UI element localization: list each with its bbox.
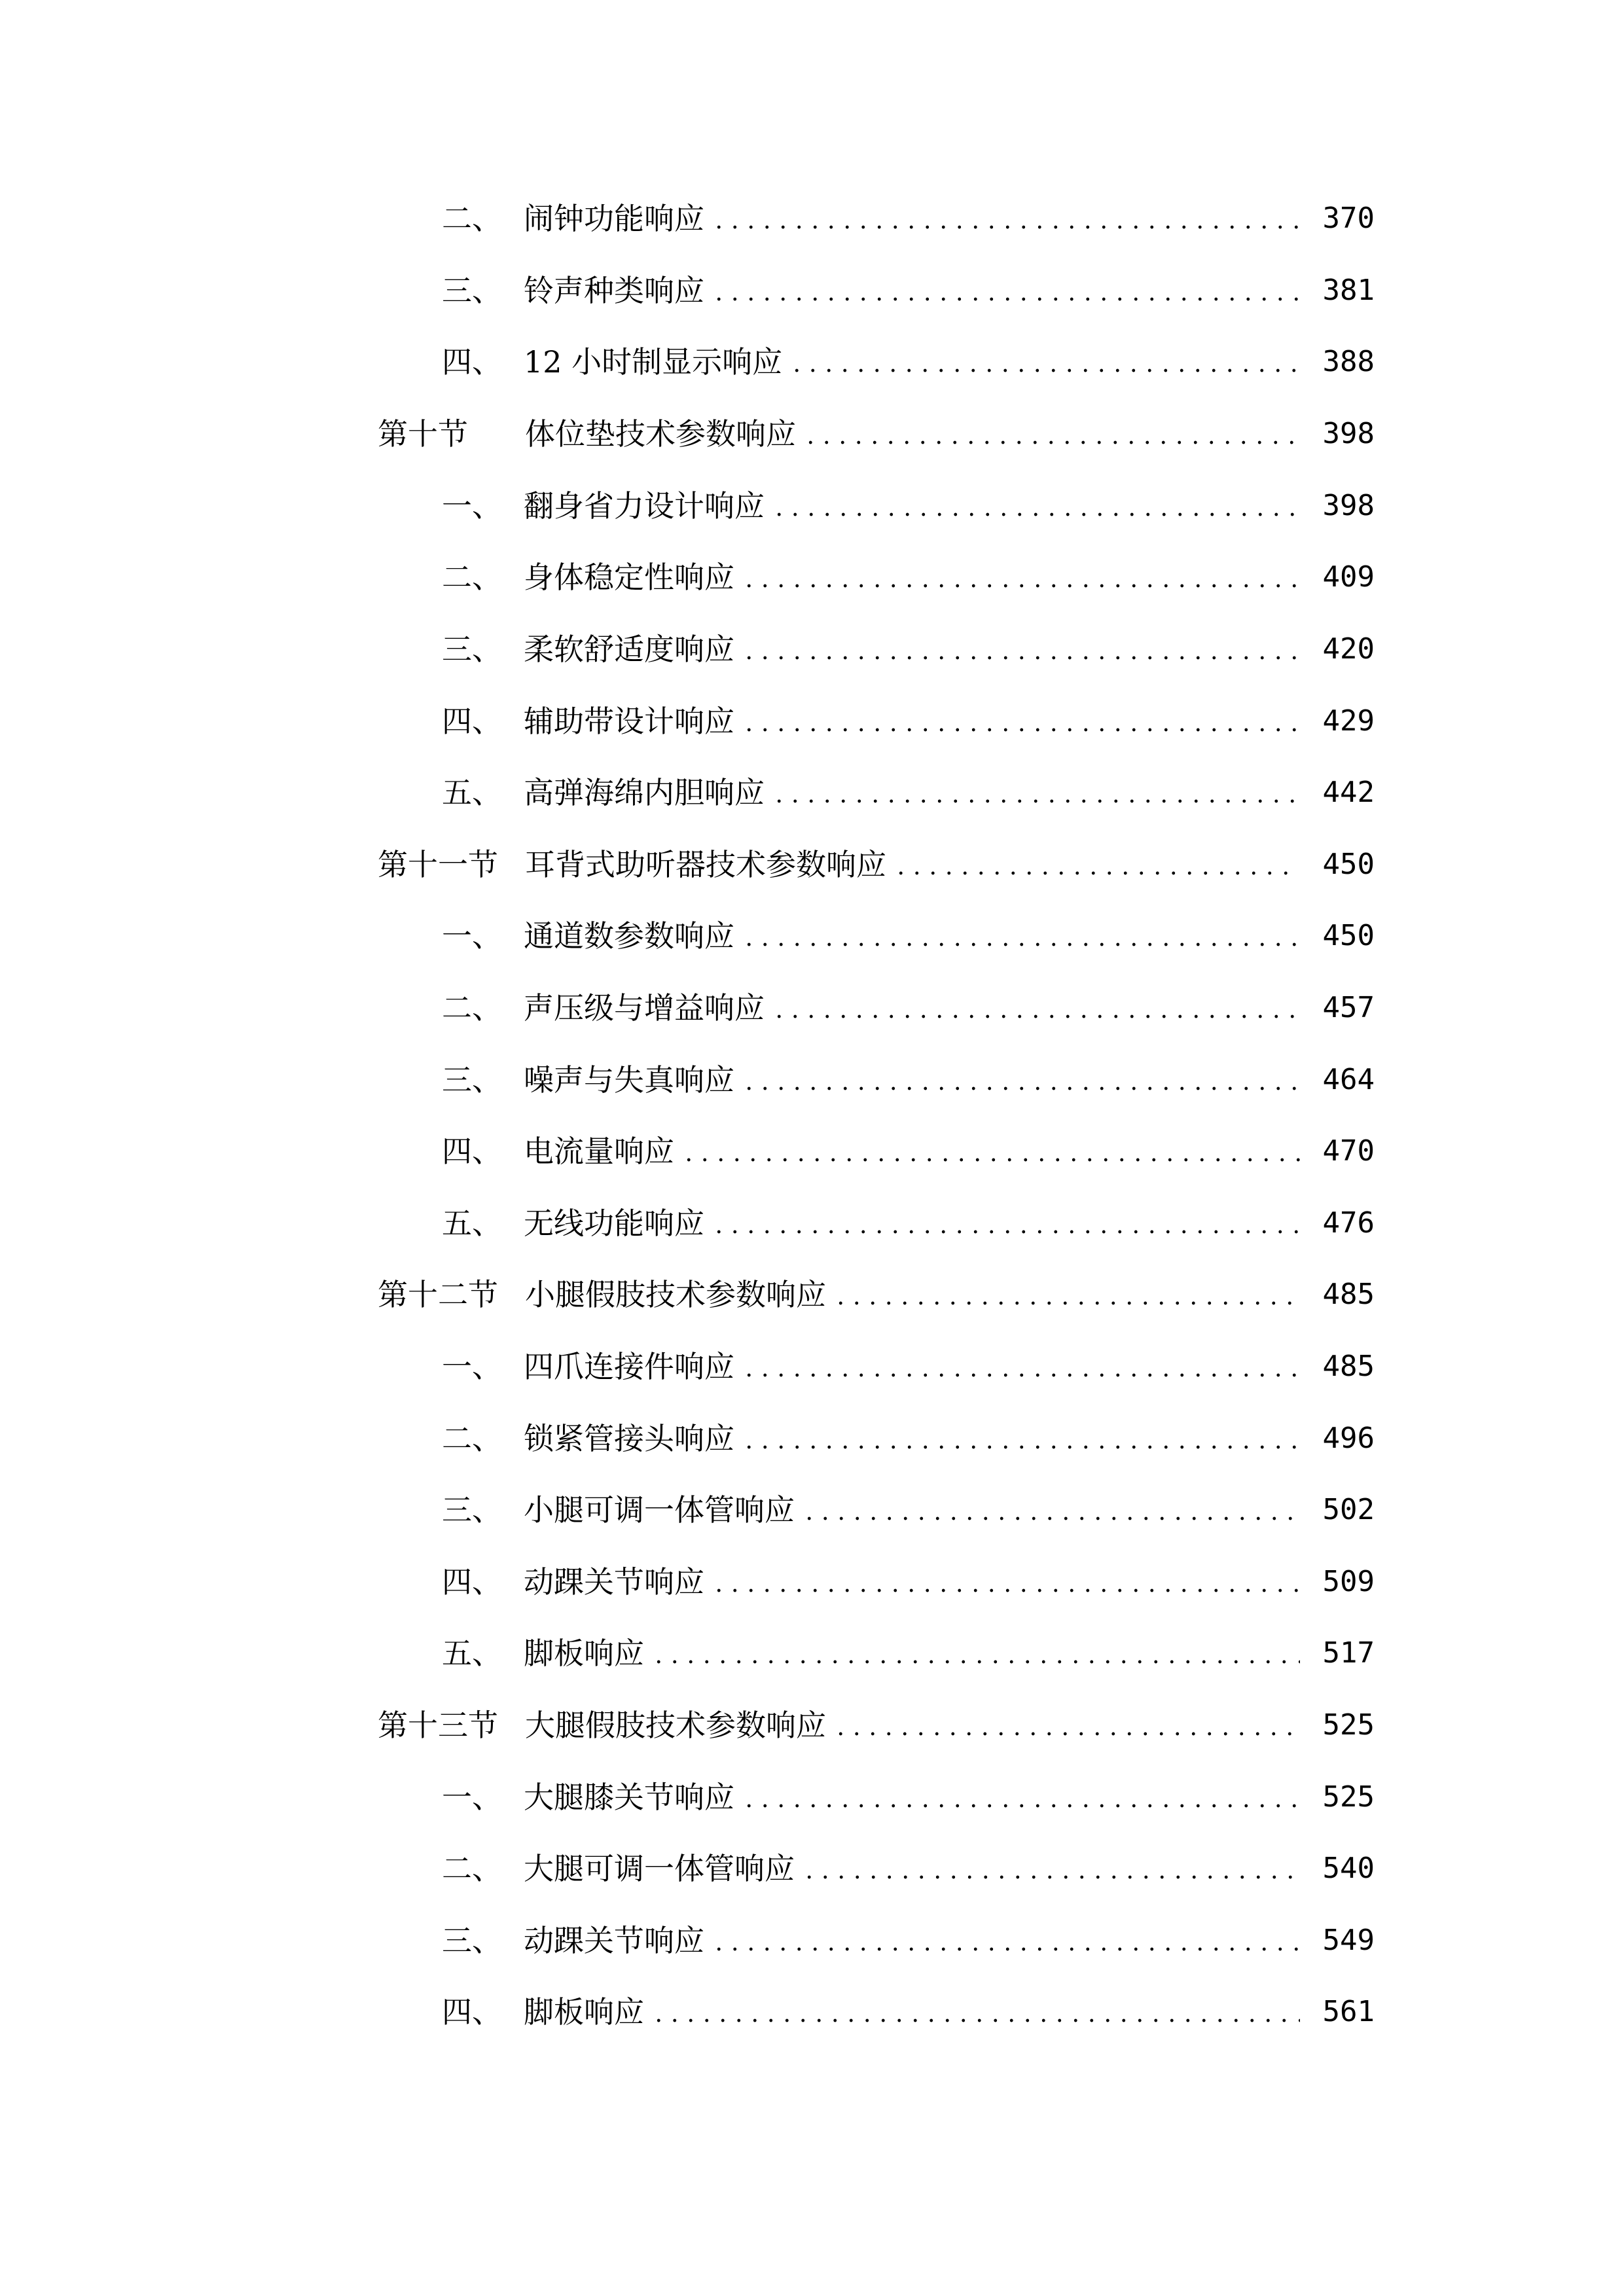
toc-entry-page: 496: [1322, 1422, 1375, 1455]
toc-entry[interactable]: [0, 1771, 1624, 1823]
toc-entry-lead: [442, 1484, 795, 1536]
toc-entry[interactable]: [0, 1340, 1624, 1393]
toc-dot-leader: [741, 584, 1300, 588]
toc-entry-number: 二、: [442, 1851, 502, 1886]
toc-entry[interactable]: [0, 192, 1624, 245]
toc-entry-page: 442: [1322, 776, 1375, 809]
toc-dot-leader: [833, 1301, 1300, 1305]
toc-entry[interactable]: [0, 1484, 1624, 1536]
toc-entry-page: 561: [1322, 1995, 1375, 2028]
toc-entry-title: 脚板响应: [524, 1994, 644, 2030]
toc-entry-number: 四、: [442, 1564, 502, 1600]
toc-section-entry[interactable]: [0, 838, 1624, 891]
toc-entry-page: 509: [1322, 1565, 1375, 1598]
toc-entry-page: 450: [1322, 848, 1375, 881]
toc-entry-title: 高弹海绵内胆响应: [524, 775, 765, 810]
toc-entry[interactable]: [0, 695, 1624, 747]
toc-entry-page: 525: [1322, 1708, 1375, 1742]
toc-section-number: 第十一节: [378, 847, 498, 882]
toc-entry[interactable]: [0, 1627, 1624, 1679]
toc-entry-title: 动踝关节响应: [524, 1923, 704, 1958]
toc-entry-page: 381: [1322, 274, 1375, 307]
toc-dot-leader: [801, 1875, 1300, 1879]
toc-entry-number: 五、: [442, 1206, 502, 1241]
toc-entry-lead: [378, 408, 796, 460]
toc-entry-number: 五、: [442, 1636, 502, 1671]
toc-entry-number: 一、: [442, 1349, 502, 1384]
toc-section-entry[interactable]: [0, 408, 1624, 460]
toc-entry-lead: [442, 264, 704, 317]
toc-entry-lead: [442, 1125, 674, 1177]
toc-entry[interactable]: [0, 623, 1624, 675]
toc-entry-title: 四爪连接件响应: [524, 1349, 734, 1384]
toc-entry-number: 三、: [442, 1492, 502, 1528]
toc-dot-leader: [893, 871, 1300, 875]
toc-dot-leader: [741, 1804, 1300, 1808]
toc-section-title: 小腿假肢技术参数响应: [525, 1277, 826, 1312]
toc-entry-title: 大腿可调一体管响应: [524, 1851, 795, 1886]
toc-entry-lead: [378, 1699, 826, 1751]
toc-entry-page: 420: [1322, 632, 1375, 666]
toc-entry[interactable]: [0, 1914, 1624, 1967]
toc-entry-title: 动踝关节响应: [524, 1564, 704, 1600]
toc-entry-number: 三、: [442, 1923, 502, 1958]
toc-section-title: 体位垫技术参数响应: [525, 416, 796, 452]
toc-entry-lead: [442, 551, 734, 603]
toc-entry-lead: [442, 695, 734, 747]
toc-entry-title: 柔软舒适度响应: [524, 632, 734, 667]
toc-entry-page: 457: [1322, 991, 1375, 1024]
toc-section-entry[interactable]: [0, 1699, 1624, 1751]
toc-entry[interactable]: [0, 982, 1624, 1034]
toc-entry[interactable]: [0, 1556, 1624, 1608]
toc-entry-lead: [442, 192, 704, 245]
toc-entry-title: 大腿膝关节响应: [524, 1780, 734, 1815]
toc-entry-page: 398: [1322, 417, 1375, 450]
toc-entry[interactable]: [0, 766, 1624, 819]
toc-section-number: 第十二节: [378, 1277, 498, 1312]
toc-entry-lead: [442, 1556, 704, 1608]
toc-entry-number: 三、: [442, 273, 502, 308]
toc-entry-title: 通道数参数响应: [524, 918, 734, 954]
toc-dot-leader: [711, 1947, 1300, 1951]
toc-dot-leader: [771, 799, 1300, 803]
toc-section-number: 第十节: [378, 416, 468, 452]
toc-entry[interactable]: [0, 1986, 1624, 2038]
toc-entry-number: 五、: [442, 775, 502, 810]
toc-entry-number: 四、: [442, 344, 502, 380]
toc-dot-leader: [741, 1373, 1300, 1377]
toc-entry-lead: [442, 1771, 734, 1823]
toc-entry-page: 525: [1322, 1780, 1375, 1814]
toc-dot-leader: [651, 1660, 1300, 1664]
toc-entry-lead: [442, 910, 734, 962]
toc-entry-page: 409: [1322, 560, 1375, 594]
toc-entry-lead: [442, 1340, 734, 1393]
toc-dot-leader: [741, 1445, 1300, 1449]
toc-dot-leader: [711, 1588, 1300, 1592]
toc-entry-title: 电流量响应: [524, 1134, 674, 1169]
toc-entry-lead: [442, 480, 765, 532]
toc-entry-lead: [378, 1268, 826, 1321]
toc-section-title: 大腿假肢技术参数响应: [525, 1708, 826, 1743]
toc-entry-lead: [442, 766, 765, 819]
toc-entry-title: 身体稳定性响应: [524, 560, 734, 595]
toc-entry-title: 锁紧管接头响应: [524, 1421, 734, 1456]
toc-dot-leader: [801, 1516, 1300, 1520]
toc-entry-lead: [442, 1412, 734, 1465]
toc-entry-lead: [442, 1627, 644, 1679]
toc-entry[interactable]: [0, 1054, 1624, 1106]
toc-entry-number: 一、: [442, 1780, 502, 1815]
toc-dot-leader: [771, 512, 1300, 516]
toc-entry-page: 476: [1322, 1206, 1375, 1240]
toc-entry-lead: [442, 982, 765, 1034]
toc-entry-title: 闹钟功能响应: [524, 201, 704, 236]
toc-dot-leader: [741, 942, 1300, 946]
toc-entry-page: 388: [1322, 345, 1375, 378]
toc-entry-number: 二、: [442, 560, 502, 595]
toc-dot-leader: [711, 225, 1300, 229]
toc-entry-number: 二、: [442, 201, 502, 236]
toc-entry-lead: [442, 1054, 734, 1106]
toc-entry-lead: [442, 1197, 704, 1249]
toc-entry-title: 铃声种类响应: [524, 273, 704, 308]
toc-entry-title: 辅助带设计响应: [524, 704, 734, 739]
toc-entry-number: 三、: [442, 632, 502, 667]
toc-entry-lead: [442, 336, 782, 388]
toc-entry[interactable]: [0, 910, 1624, 962]
toc-entry-lead: [442, 1986, 644, 2038]
toc-section-entry[interactable]: [0, 1268, 1624, 1321]
toc-dot-leader: [789, 368, 1300, 372]
toc-entry-number: 三、: [442, 1062, 502, 1098]
toc-entry-title: 小腿可调一体管响应: [524, 1492, 795, 1528]
toc-dot-leader: [651, 2018, 1300, 2022]
toc-entry-title: 噪声与失真响应: [524, 1062, 734, 1098]
toc-section-number: 第十三节: [378, 1708, 498, 1743]
toc-entry[interactable]: [0, 1842, 1624, 1895]
toc-dot-leader: [803, 440, 1300, 444]
toc-dot-leader: [771, 1014, 1300, 1018]
toc-entry-page: 549: [1322, 1924, 1375, 1957]
toc-entry-number: 一、: [442, 488, 502, 524]
toc-entry[interactable]: [0, 1125, 1624, 1177]
toc-entry-number: 二、: [442, 1421, 502, 1456]
toc-dot-leader: [681, 1158, 1300, 1162]
toc-dot-leader: [741, 728, 1300, 732]
toc-entry-lead: [442, 623, 734, 675]
toc-entry-page: 398: [1322, 489, 1375, 522]
toc-entry-page: 485: [1322, 1278, 1375, 1311]
toc-entry-number: 二、: [442, 990, 502, 1026]
toc-entry-page: 540: [1322, 1852, 1375, 1885]
toc-dot-leader: [741, 656, 1300, 660]
toc-entry-title: 翻身省力设计响应: [524, 488, 765, 524]
toc-entry-title: 12 小时制显示响应: [524, 344, 783, 380]
toc-entry[interactable]: [0, 1412, 1624, 1465]
toc-entry[interactable]: [0, 551, 1624, 603]
toc-dot-leader: [711, 1230, 1300, 1234]
toc-entry[interactable]: [0, 480, 1624, 532]
toc-entry-title: 脚板响应: [524, 1636, 644, 1671]
toc-entry-page: 485: [1322, 1350, 1375, 1383]
toc-entry[interactable]: [0, 336, 1624, 388]
toc-entry[interactable]: [0, 1197, 1624, 1249]
toc-entry-page: 502: [1322, 1493, 1375, 1526]
toc-entry-page: 429: [1322, 704, 1375, 738]
toc-entry-lead: [442, 1914, 704, 1967]
toc-dot-leader: [711, 297, 1300, 301]
toc-entry-lead: [442, 1842, 795, 1895]
toc-entry-page: 464: [1322, 1063, 1375, 1096]
toc-section-title: 耳背式助听器技术参数响应: [525, 847, 886, 882]
toc-dot-leader: [741, 1086, 1300, 1090]
toc-entry[interactable]: [0, 264, 1624, 317]
toc-entry-lead: [378, 838, 886, 891]
toc-entry-title: 无线功能响应: [524, 1206, 704, 1241]
toc-entry-number: 一、: [442, 918, 502, 954]
toc-entry-number: 四、: [442, 1994, 502, 2030]
toc-dot-leader: [833, 1732, 1300, 1736]
toc-entry-title: 声压级与增益响应: [524, 990, 765, 1026]
toc-entry-number: 四、: [442, 704, 502, 739]
toc-entry-page: 470: [1322, 1134, 1375, 1168]
toc-entry-page: 450: [1322, 919, 1375, 952]
toc-entry-page: 370: [1322, 202, 1375, 235]
toc-entry-number: 四、: [442, 1134, 502, 1169]
toc-entry-page: 517: [1322, 1636, 1375, 1670]
